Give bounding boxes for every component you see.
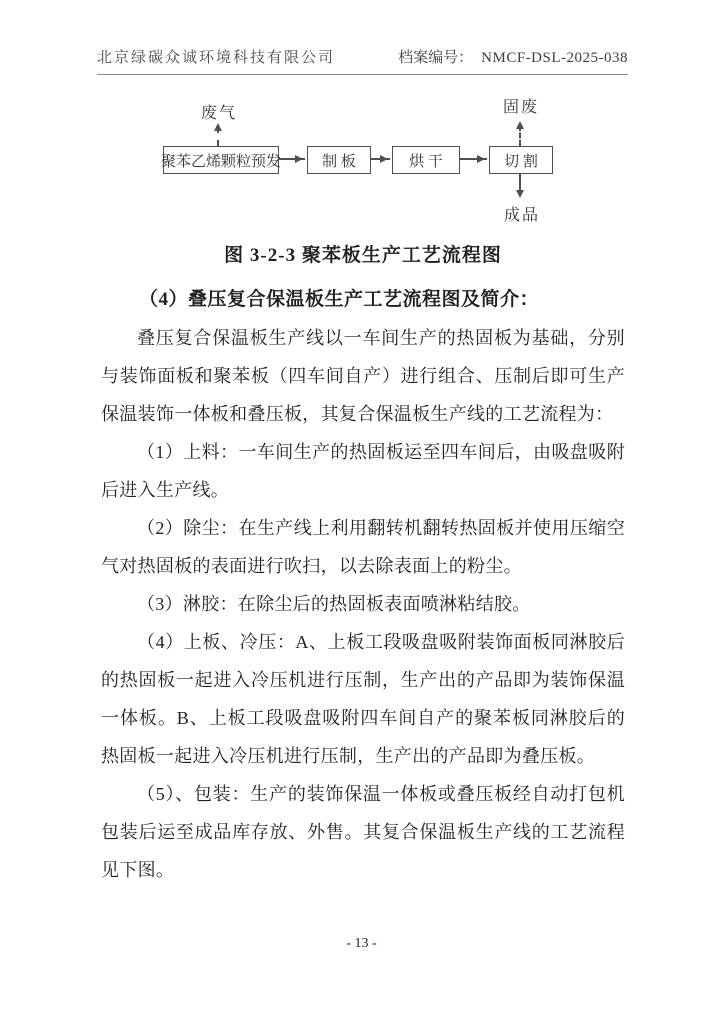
- flow-box-board-making: 制 板: [307, 146, 371, 174]
- page-number: - 13 -: [346, 936, 377, 951]
- archive-label: 档案编号：: [398, 50, 474, 66]
- waste-gas-arrow: [217, 127, 219, 146]
- paragraph-step-1: （1）上料：一车间生产的热固板运至四车间后，由吸盘吸附后进入生产线。: [101, 442, 625, 500]
- flow-arrow-2: [370, 158, 390, 160]
- product-label: 成品: [504, 207, 541, 224]
- product-arrow: [519, 172, 521, 194]
- paragraph-step-4: （4）上板、冷压：A、上板工段吸盘吸附装饰面板同淋胶后的热固板一起进入冷压机进行压制，生产出的产品即为装饰保温一体板。B、上板工段吸盘吸附四车间自产的聚苯板同淋胶后的热固板一起进入冷压机进行压制，生产出的产品即为叠压板。: [101, 632, 625, 766]
- flow-box-cutting: 切 割: [489, 146, 553, 174]
- paragraph-intro: 叠压复合保温板生产线以一车间生产的热固板为基础，分别与装饰面板和聚苯板（四车间自产）进行组合、压制后即可生产保温装饰一体板和叠压板，其复合保温板生产线的工艺流程为：: [101, 328, 625, 424]
- figure-caption: 图 3-2-3 聚苯板生产工艺流程图: [224, 245, 502, 266]
- section-heading: （4）叠压复合保温板生产工艺流程图及简介：: [139, 289, 540, 310]
- waste-gas-label: 废气: [201, 105, 238, 122]
- paragraph-step-2: （2）除尘：在生产线上利用翻转机翻转热固板并使用压缩空气对热固板的表面进行吹扫，以去除表面上的粉尘。: [101, 518, 625, 576]
- page-footer: [0, 936, 723, 952]
- flow-box-pre-expansion: 聚苯乙烯颗粒预发: [163, 146, 279, 174]
- flow-arrow-1: [278, 158, 305, 160]
- flow-box-drying: 烘 干: [392, 146, 460, 174]
- company-name: 北京绿碳众诚环境科技有限公司: [97, 50, 336, 66]
- archive-value: NMCF-DSL-2025-038: [481, 50, 628, 66]
- paragraph-step-3: （3）淋胶：在除尘后的热固板表面喷淋粘结胶。: [137, 594, 531, 614]
- process-flowchart: [0, 0, 723, 235]
- flow-arrow-3: [459, 158, 487, 160]
- solid-waste-arrow: [519, 125, 521, 146]
- document-body: [101, 237, 625, 889]
- solid-waste-label: 固废: [503, 99, 540, 116]
- paragraph-step-5: （5）、包装：生产的装饰保温一体板或叠压板经自动打包机包装后运至成品库存放、外售。其复合保温板生产线的工艺流程见下图。: [101, 784, 625, 880]
